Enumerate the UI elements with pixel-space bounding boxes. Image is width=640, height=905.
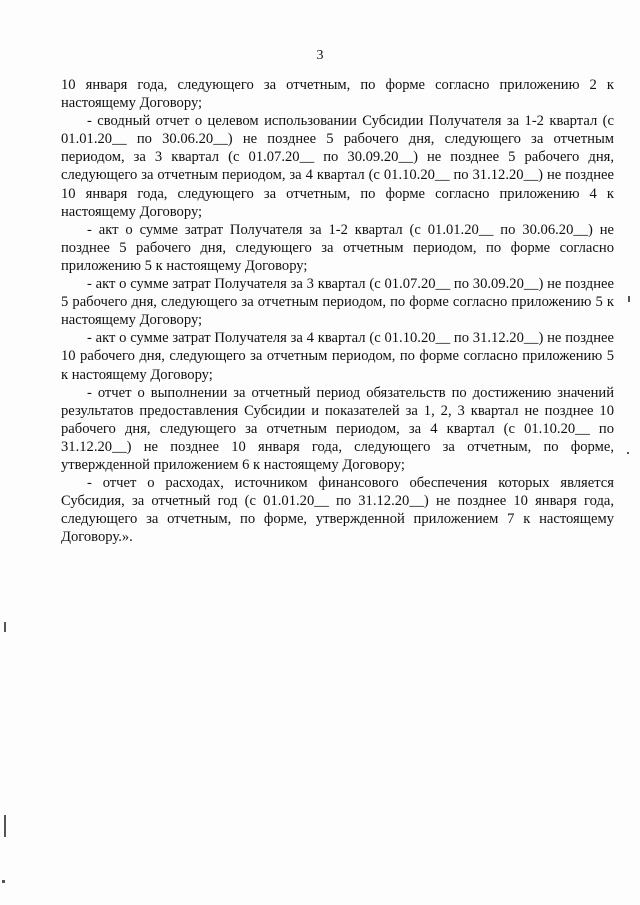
paragraph-cost-act-q3: - акт о сумме затрат Получателя за 3 квартал (с 01.07.20__ по 30.09.20__) не позднее 5 рабочего дня, следующего за отчетным периодом, по форме согласно приложению 5 к настоящему Договору; — [61, 276, 614, 329]
paragraph-cost-act-q4: - акт о сумме затрат Получателя за 4 квартал (с 01.10.20__ по 31.12.20__) не позднее 10 рабочего дня, следующего за отчетным периодом, по форме согласно приложению 5 к настоящему Договору; — [61, 330, 614, 383]
paragraph-expenses-report: - отчет о расходах, источником финансового обеспечения которых является Субсидия, за отчетный год (с 01.01.20__ по 31.12.20__) не позднее 10 января года, следующего за отчетным, по форме, утвержденной приложением 7 к настоящему Договору.». — [61, 475, 614, 546]
scan-artifact — [2, 880, 5, 883]
scan-artifact — [4, 815, 6, 837]
paragraph-summary-report: - сводный отчет о целевом использовании Субсидии Получателя за 1-2 квартал (с 01.01.20__ по 30.06.20__) не позднее 5 рабочего дня, следующего за отчетным периодом, за 3 квартал (с 01.07.20__ по 30.09.20__) не позднее 5 рабочего дня, следующего за отчетным периодом, за 4 квартал (с 01.10.20__ по 31.12.20__) не позднее 10 января года, следующего за отчетным, по форме согласно приложению 4 к настоящему Договору; — [61, 113, 614, 220]
scan-artifact — [4, 622, 6, 632]
scan-artifact — [628, 296, 630, 302]
document-body — [61, 76, 614, 546]
page-number: 3 — [316, 48, 324, 63]
paragraph-continuation: 10 января года, следующего за отчетным, по форме согласно приложению 2 к настоящему Договору; — [61, 77, 614, 112]
scan-artifact — [627, 452, 629, 454]
paragraph-cost-act-q1-q2: - акт о сумме затрат Получателя за 1-2 квартал (с 01.01.20__ по 30.06.20__) не позднее 5 рабочего дня, следующего за отчетным периодом, по форме согласно приложению 5 к настоящему Договору; — [61, 221, 614, 274]
paragraph-results-report: - отчет о выполнении за отчетный период обязательств по достижению значений результатов предоставления Субсидии и показателей за 1, 2, 3 квартал не позднее 10 рабочего дня, следующего за отчетным периодом, за 4 квартал (с 01.10.20__ по 31.12.20__) не позднее 10 января года, следующего за отчетным, по форме, утвержденной приложением 6 к настоящему Договору; — [61, 384, 614, 473]
